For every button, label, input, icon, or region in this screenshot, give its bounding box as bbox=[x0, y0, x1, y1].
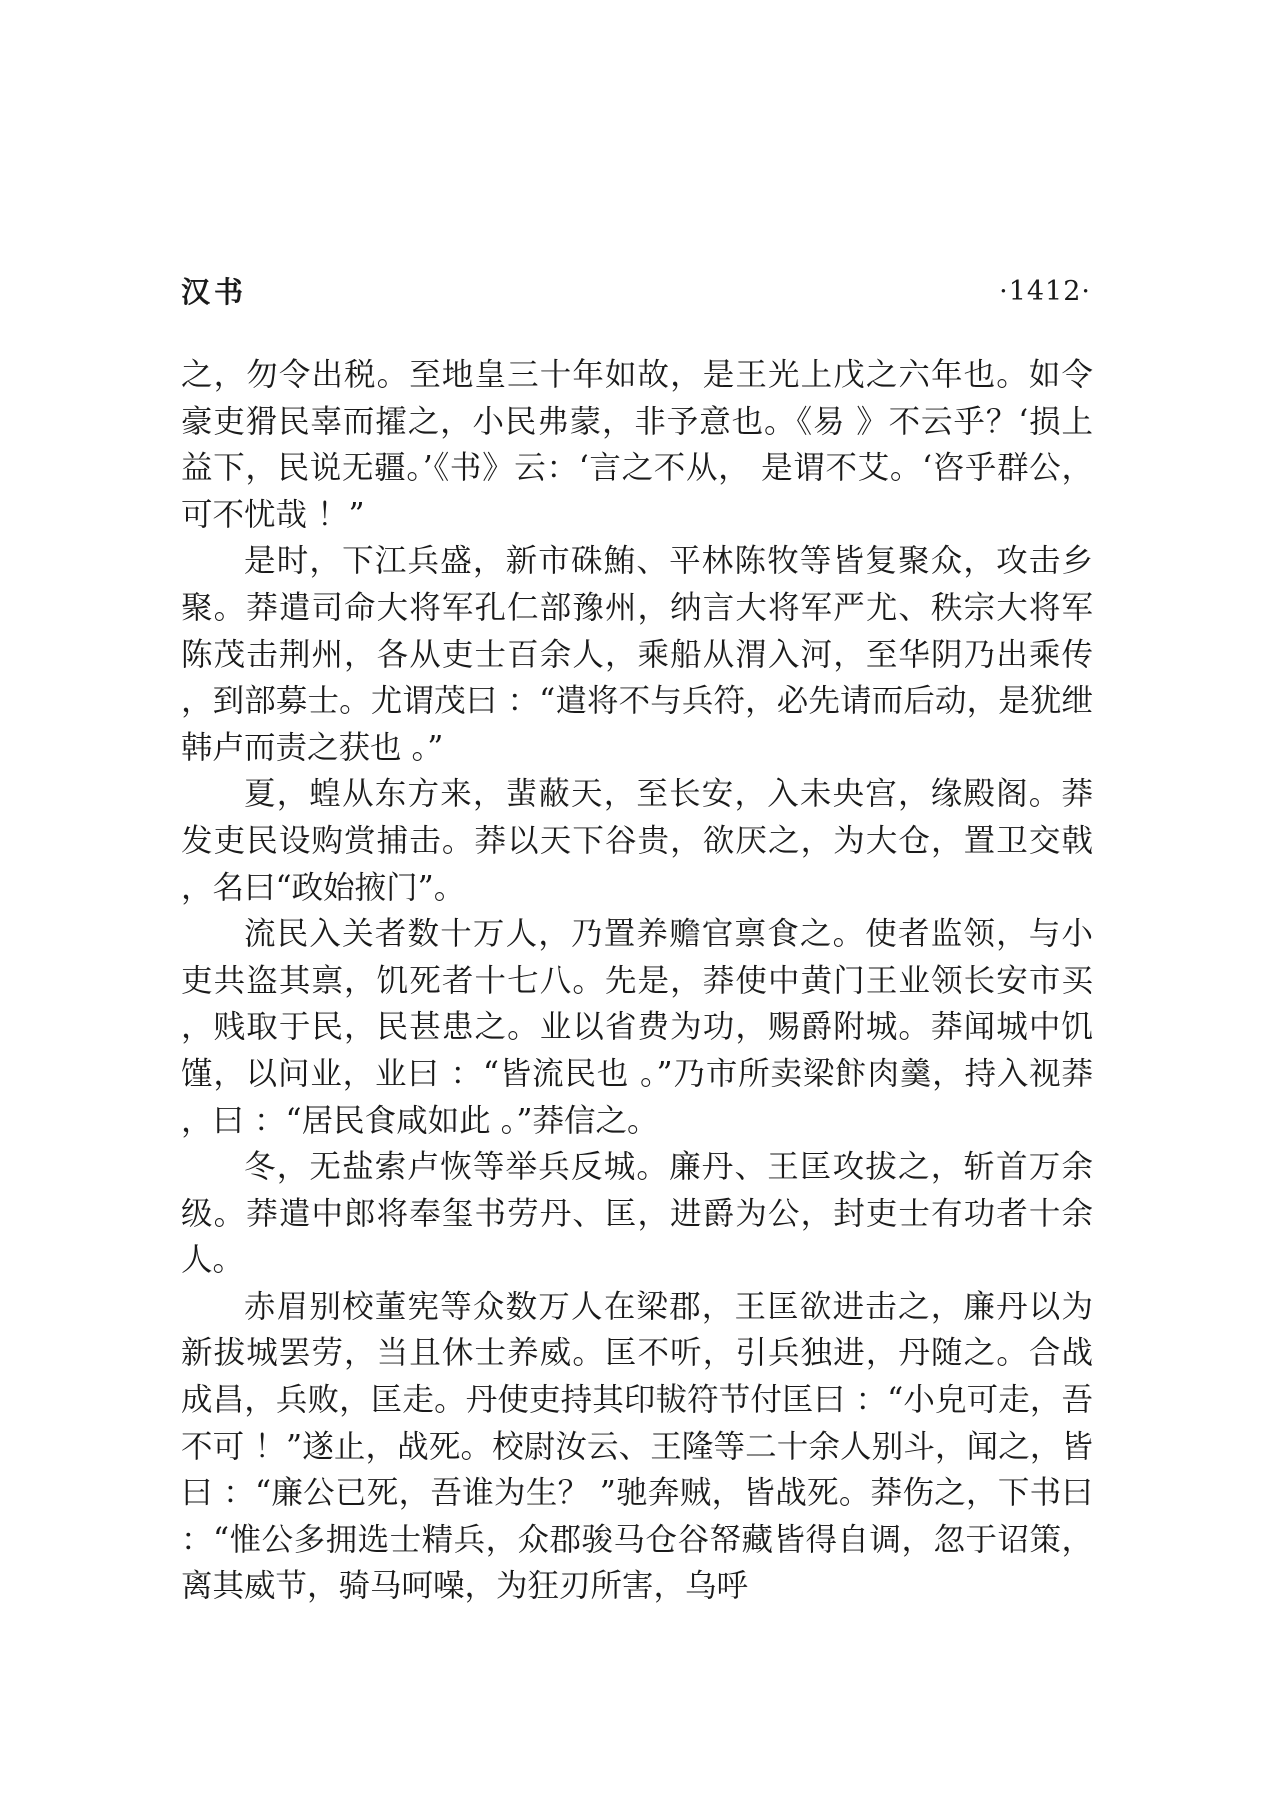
paragraph: 是时，下江兵盛，新市硃鮪、平林陈牧等皆复聚众，攻击乡聚。莽遣司命大将军孔仁部豫州，纳言大将军严尤、秩宗大将军陈茂击荆州，各从吏士百余人，乘船从渭入河，至华阴乃出乘传，到部募士。尤谓茂曰 ：“遣将不与兵符，必先请而后动，是犹绁韩卢而责之获也 。” bbox=[181, 543, 1093, 766]
paragraph: 赤眉别校董宪等众数万人在梁郡，王匡欲进击之，廉丹以为新拔城罢劳，当且休士养威。匡不听，引兵独进，丹随之。合战成昌，兵败，匡走。丹使吏持其印韨符节付匡曰 ：“小皃可走，吾不可 ！”遂止，战死。校尉汝云、王隆等二十余人别斗，闻之，皆曰 ：“廉公已死，吾谁为生？ ”驰奔贼，皆战死。莽伤之，下书曰 ：“惟公多拥选士精兵，众郡骏马仓谷帑藏皆得自调，忽于诏策，离其威节，骑马呵噪，为狂刃所害，乌呼 bbox=[181, 1288, 1093, 1605]
running-header bbox=[181, 270, 1091, 314]
book-title: 汉书 bbox=[181, 275, 248, 309]
paragraph: 之，勿令出税。至地皇三十年如故，是王光上戊之六年也。如令豪吏猾民辜而攉之，小民弗蒙，非予意也。《易 》不云乎？‘损上益下，民说无疆。’《书》云：‘言之不从， 是谓不艾。‘咨乎群公，可不忧哉 ！” bbox=[181, 357, 1093, 533]
text-body bbox=[181, 352, 1093, 1610]
paragraph: 夏，蝗从东方来，蜚蔽天，至长安，入未央宫，缘殿阁。莽发吏民设购赏捕击。莽以天下谷贵，欲厌之，为大仓，置卫交戟，名曰“政始掖门”。 bbox=[181, 776, 1093, 906]
page-number: ·1412· bbox=[999, 276, 1091, 307]
paragraph: 冬，无盐索卢恢等举兵反城。廉丹、王匡攻拔之，斩首万余级。莽遣中郎将奉玺书劳丹、匡，进爵为公，封吏士有功者十余人。 bbox=[181, 1149, 1093, 1279]
paragraph: 流民入关者数十万人，乃置养赡官禀食之。使者监领，与小吏共盗其禀，饥死者十七八。先是，莽使中黄门王业领长安市买，贱取于民，民甚患之。业以省费为功，赐爵附城。莽闻城中饥馑，以问业，业曰 ：“皆流民也 。”乃市所卖梁飰肉羹，持入视莽，曰 ：“居民食咸如此 。”莽信之。 bbox=[181, 916, 1093, 1139]
